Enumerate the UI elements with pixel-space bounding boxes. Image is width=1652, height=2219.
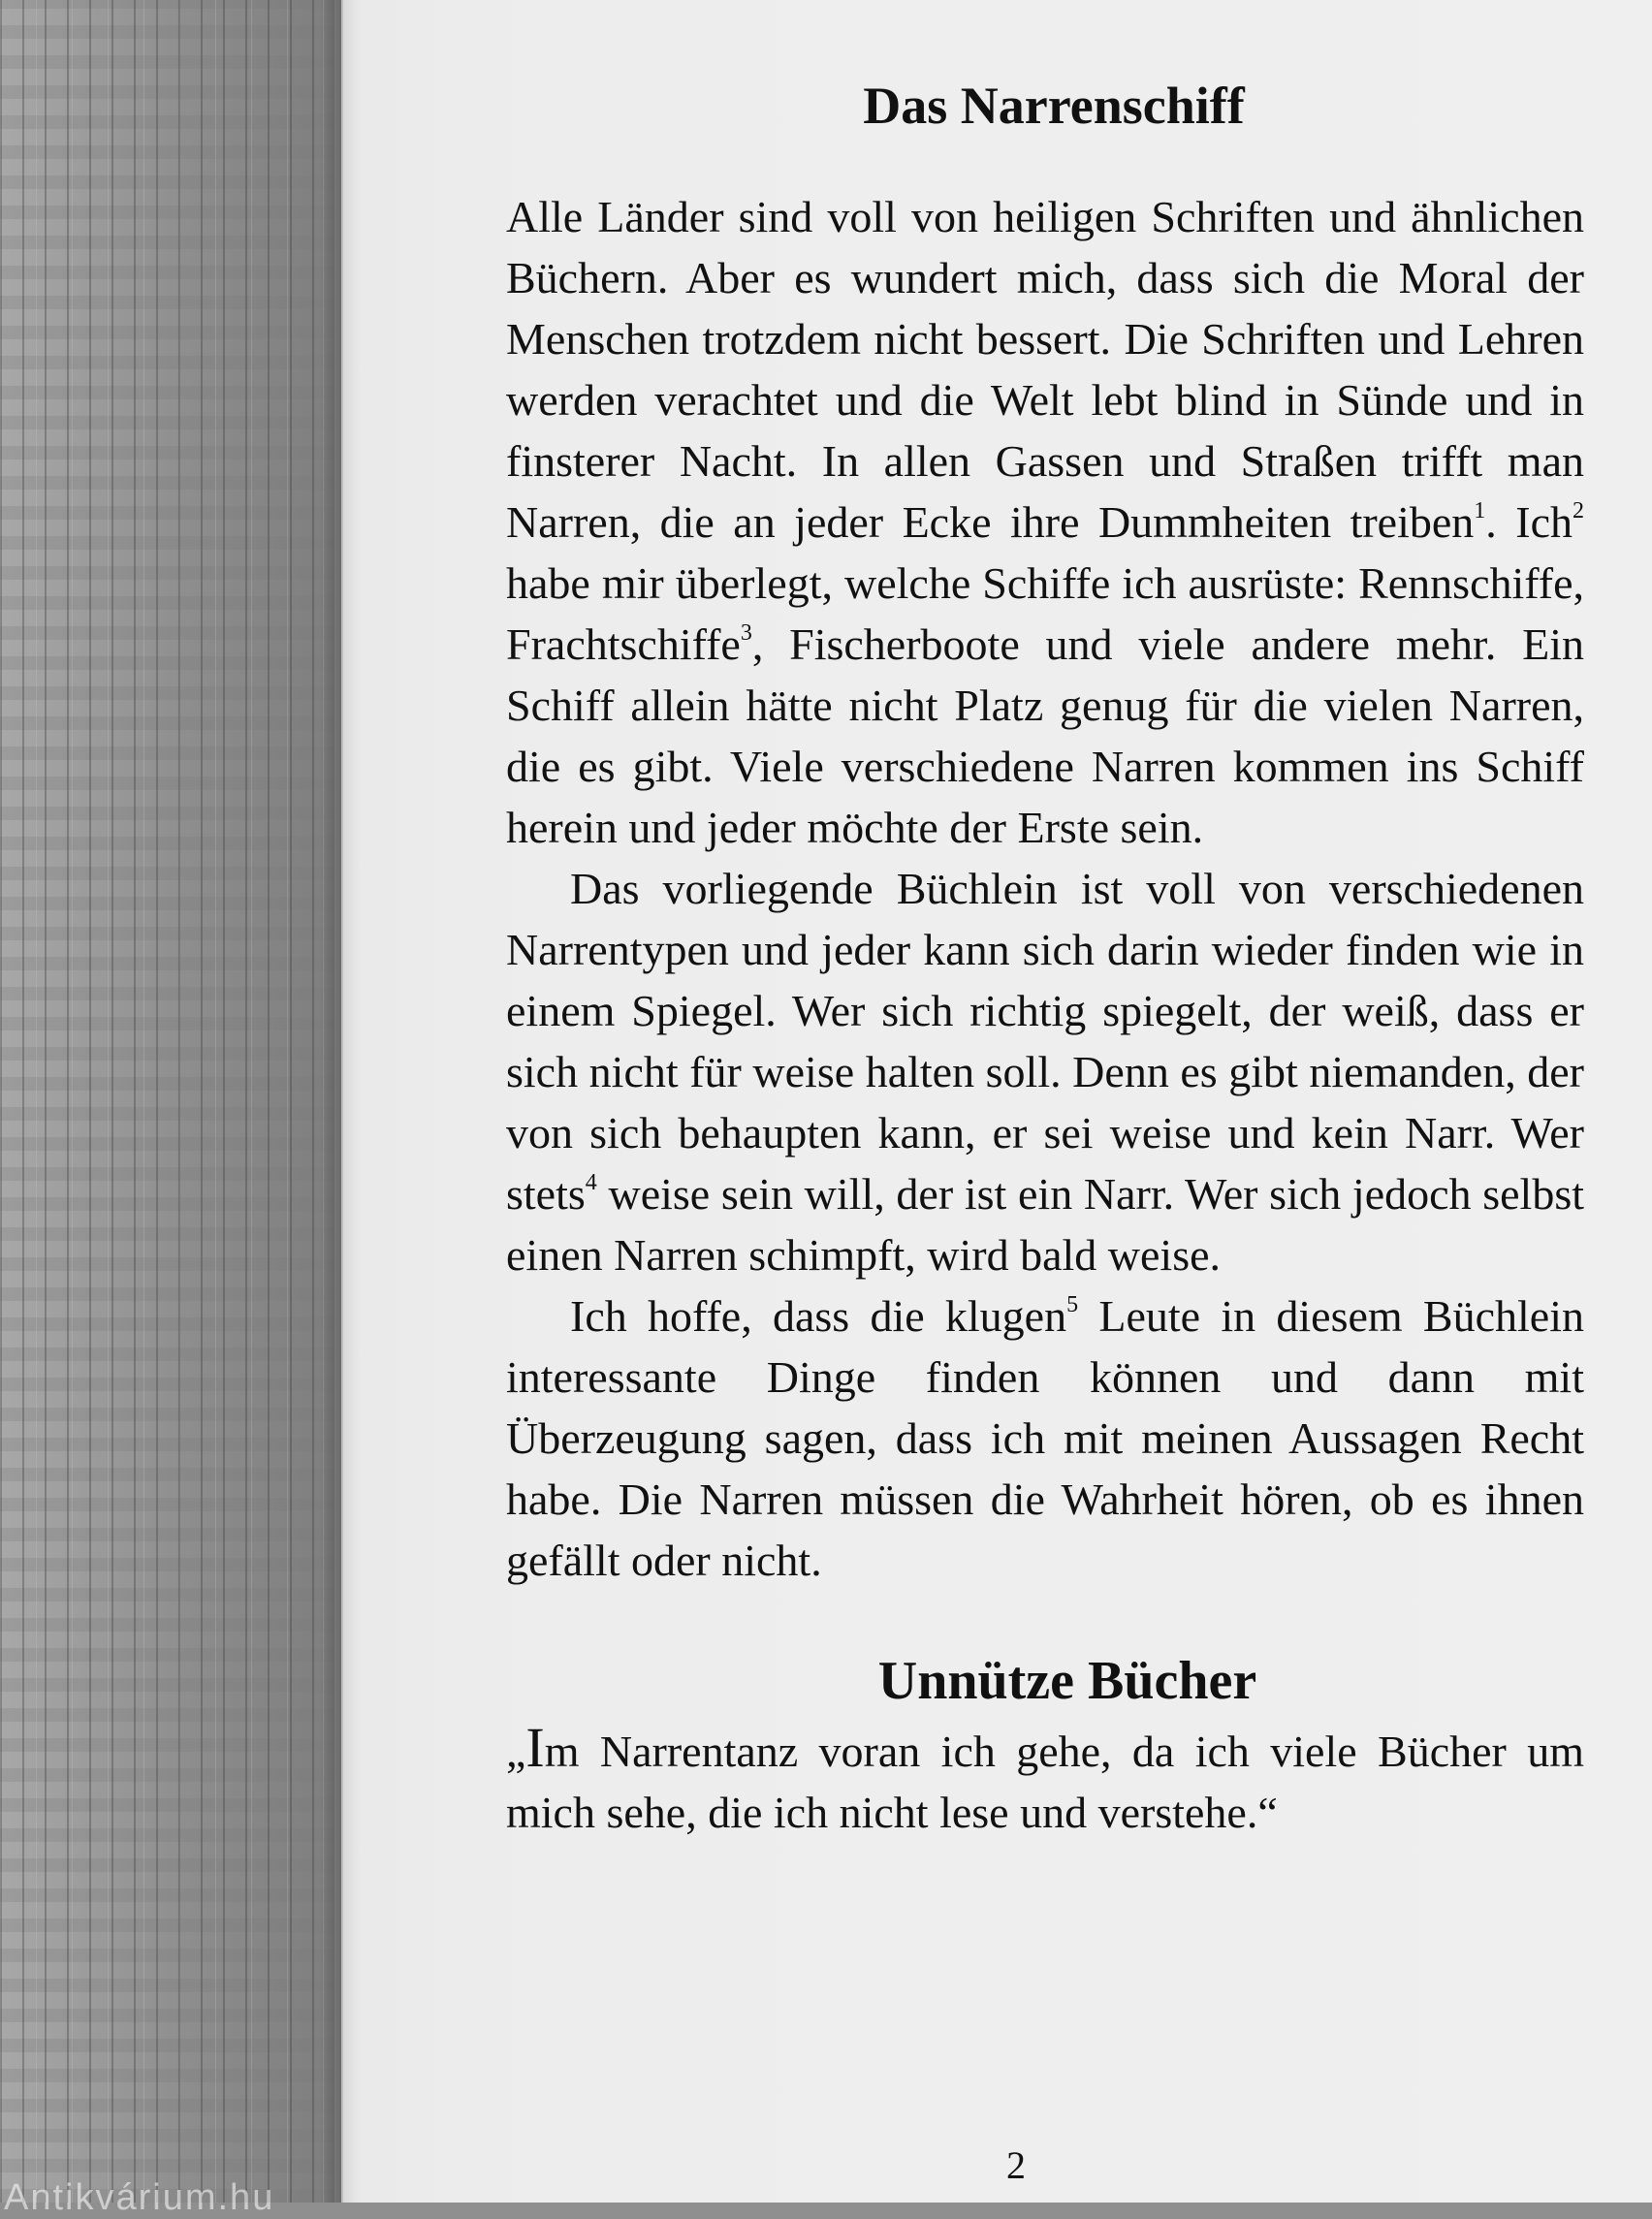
page-title: Das Narrenschiff <box>863 77 1245 135</box>
section-heading: Unnütze Bücher <box>877 1651 1257 1711</box>
paragraph-2-text-b: weise sein will, der ist ein Narr. Wer sich jedoch selbst einen Narren schimpft, wird bald weise. <box>506 1169 1584 1280</box>
paragraph-3 <box>506 1285 1584 1591</box>
footnote-ref-1: 1 <box>1474 498 1486 523</box>
quote-open-mark: „ <box>506 1727 526 1776</box>
paragraph-1-text-a: Alle Länder sind voll von heiligen Schriften und ähnlichen Büchern. Aber es wundert mich, dass sich die Moral der Menschen trotzdem nicht bessert. Die Schriften und Lehren werden verachtet und die Welt lebt blind in Sünde und in finsterer Nacht. In allen Gassen und Straßen trifft man Narren, die an jeder Ecke ihre Dummheiten treiben <box>506 192 1584 547</box>
book-page <box>341 0 1652 2203</box>
paragraph-1-text-c: habe mir überlegt, welche Schiffe ich ausrüste: Rennschiffe, Frachtschiffe <box>506 558 1584 669</box>
footnote-ref-2: 2 <box>1573 498 1584 523</box>
paragraph-3-text-b: Leute in diesem Büchlein interessante Dinge finden können und dann mit Überzeugung sagen, dass ich mit meinen Aussagen Recht habe. Die Narren müssen die Wahrheit hören, ob es ihnen gefällt oder nicht. <box>506 1291 1584 1585</box>
paragraph-2-text-a: Das vorliegende Büchlein ist voll von verschiedenen Narrentypen und jeder kann sich darin wieder finden wie in einem Spiegel. Wer sich richtig spiegelt, der weiß, dass er sich nicht für weise halten soll. Denn es gibt niemanden, der von sich behaupten kann, er sei weise und kein Narr. Wer stets <box>506 864 1584 1219</box>
paragraph-1-text-b: . Ich <box>1485 497 1573 547</box>
paragraph-3-text-a: Ich hoffe, dass die klugen <box>570 1291 1067 1341</box>
page-number: 2 <box>1006 2143 1026 2187</box>
wood-background <box>0 0 334 2203</box>
paragraph-2 <box>506 858 1584 1285</box>
watermark-text: Antikvárium.hu <box>4 2177 275 2218</box>
footnote-ref-5: 5 <box>1066 1292 1079 1317</box>
footnote-ref-3: 3 <box>740 620 752 646</box>
paragraph-1-text-d: , Fischerboote und viele andere mehr. Ein Schiff allein hätte nicht Platz genug für die vielen Narren, die es gibt. Viele verschiedene Narren kommen ins Schiff herein und jeder möchte der Erste sein. <box>506 619 1584 852</box>
quote-initial: I <box>525 1716 545 1779</box>
paragraph-1 <box>506 186 1584 858</box>
page-content <box>506 66 1584 1843</box>
quote-paragraph <box>506 1717 1584 1843</box>
quote-text: m Narrentanz voran ich gehe, da ich viele Bücher um mich sehe, die ich nicht lese und verstehe.“ <box>506 1727 1584 1837</box>
footnote-ref-4: 4 <box>585 1170 597 1195</box>
